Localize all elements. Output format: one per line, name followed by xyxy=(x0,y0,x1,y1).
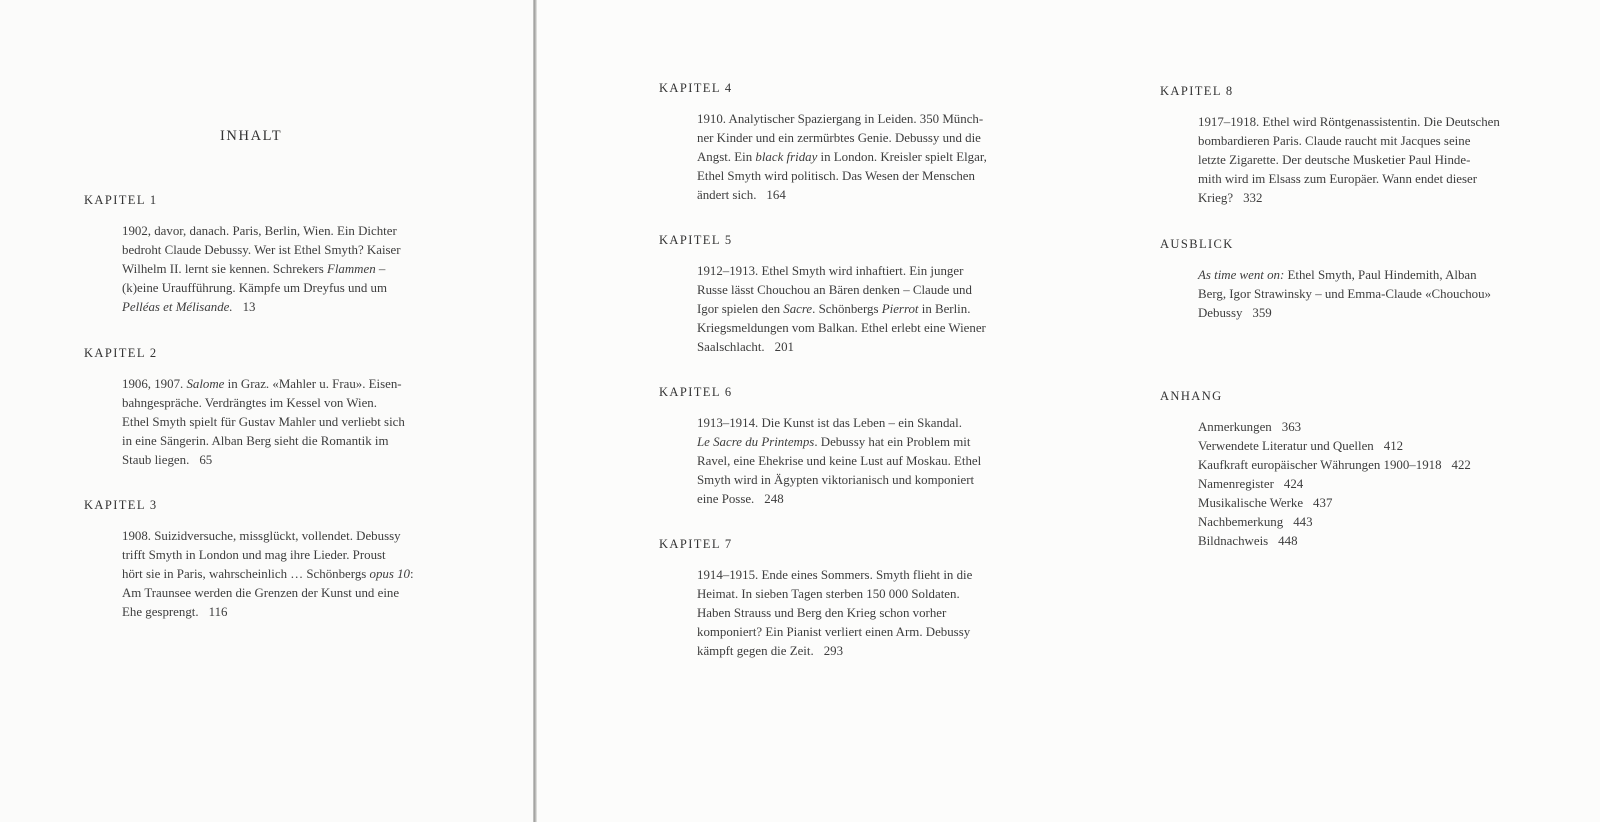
summary-text: Debussy xyxy=(1198,306,1243,320)
summary-line xyxy=(122,527,434,546)
summary-text: Krieg? xyxy=(1198,191,1234,205)
summary-line xyxy=(122,241,434,260)
summary-italic-text: black friday xyxy=(755,150,818,164)
summary-line xyxy=(697,604,1009,623)
summary-text: bahngespräche. Verdrängtes im Kessel von Wien. xyxy=(122,396,377,410)
summary-line xyxy=(122,451,442,470)
summary-italic-text: Flammen xyxy=(326,262,376,276)
summary-text: . Debussy hat ein Problem mit xyxy=(814,435,971,449)
chapter-heading: KAPITEL 1 xyxy=(84,193,158,207)
summary-text: : xyxy=(409,567,414,581)
anhang-item-label: Nachbemerkung xyxy=(1198,515,1284,529)
page-number: 13 xyxy=(242,300,256,314)
chapter-summary xyxy=(697,414,1009,509)
summary-text: mith wird im Elsass zum Europäer. Wann endet dieser xyxy=(1198,172,1478,186)
chapter-heading: KAPITEL 7 xyxy=(659,537,733,551)
summary-italic-text: opus 10 xyxy=(369,567,410,581)
summary-text: Am Traunsee werden die Grenzen der Kunst und eine xyxy=(122,586,400,600)
summary-line xyxy=(1198,113,1510,132)
summary-text: Ethel Smyth spielt für Gustav Mahler und verliebt sich xyxy=(122,415,405,429)
summary-line xyxy=(697,148,1009,167)
summary-line xyxy=(1198,132,1510,151)
summary-text: Ravel, eine Ehekrise und keine Lust auf Moskau. Ethel xyxy=(697,454,982,468)
page-number: 164 xyxy=(766,188,786,202)
anhang-item-label: Namenregister xyxy=(1198,477,1274,491)
summary-text: 1917–1918. Ethel wird Röntgenassistentin. Die Deutschen xyxy=(1198,115,1500,129)
summary-text: kämpft gegen die Zeit. xyxy=(697,644,814,658)
summary-text: – xyxy=(375,262,386,276)
page-number: 332 xyxy=(1243,191,1263,205)
summary-line xyxy=(697,300,1009,319)
summary-text: 1902, davor, danach. Paris, Berlin, Wien. Ein Dichter xyxy=(122,224,397,238)
summary-line xyxy=(122,603,434,622)
chapter-summary xyxy=(122,375,442,470)
page-number: 359 xyxy=(1252,306,1272,320)
summary-line xyxy=(697,623,1009,642)
summary-text: Smyth wird in Ägypten viktorianisch und komponiert xyxy=(697,473,975,487)
ausblick-heading: AUSBLICK xyxy=(1160,237,1234,251)
chapter-2 xyxy=(84,345,442,470)
anhang-item-label: Bildnachweis xyxy=(1198,534,1269,548)
chapter-4 xyxy=(659,80,1009,205)
anhang-item-label: Musikalische Werke xyxy=(1198,496,1304,510)
summary-text: komponiert? Ein Pianist verliert einen Arm. Debussy xyxy=(697,625,971,639)
chapter-summary xyxy=(1198,113,1510,208)
summary-line xyxy=(697,452,1009,471)
anhang-item-label: Verwendete Literatur und Quellen xyxy=(1198,439,1374,453)
summary-italic-text: Pierrot xyxy=(881,302,919,316)
page-number: 248 xyxy=(764,492,784,506)
summary-text: in London. Kreisler spielt Elgar, xyxy=(817,150,987,164)
chapter-heading: KAPITEL 3 xyxy=(84,498,158,512)
summary-line xyxy=(1198,189,1510,208)
summary-line xyxy=(1198,170,1510,189)
summary-text: Igor spielen den xyxy=(697,302,784,316)
chapter-8 xyxy=(1160,83,1510,208)
chapter-6 xyxy=(659,384,1009,509)
summary-text: Angst. Ein xyxy=(697,150,756,164)
anhang-item xyxy=(1198,418,1510,437)
summary-text: Staub liegen. xyxy=(122,453,190,467)
chapter-summary xyxy=(697,566,1009,661)
summary-line xyxy=(697,471,1009,490)
summary-text: . Schönbergs xyxy=(812,302,882,316)
summary-text: bedroht Claude Debussy. Wer ist Ethel Smyth? Kaiser xyxy=(122,243,401,257)
summary-line xyxy=(697,167,1009,186)
summary-text: trifft Smyth in London und mag ihre Lieder. Proust xyxy=(122,548,386,562)
summary-text: Berg, Igor Strawinsky – und Emma-Claude «Chouchou» xyxy=(1198,287,1491,301)
summary-text: hört sie in Paris, wahrscheinlich … Schönbergs xyxy=(122,567,370,581)
summary-text: 1908. Suizidversuche, missglückt, vollendet. Debussy xyxy=(122,529,401,543)
summary-line xyxy=(122,222,434,241)
summary-line xyxy=(697,262,1009,281)
summary-text: 1912–1913. Ethel Smyth wird inhaftiert. Ein junger xyxy=(697,264,964,278)
summary-text: Haben Strauss und Berg den Krieg schon vorher xyxy=(697,606,947,620)
summary-line xyxy=(697,642,1009,661)
summary-text: Saalschlacht. xyxy=(697,340,765,354)
summary-line xyxy=(697,585,1009,604)
summary-text: letzte Zigarette. Der deutsche Musketier Paul Hinde- xyxy=(1198,153,1471,167)
anhang-list xyxy=(1198,418,1510,551)
chapter-summary xyxy=(122,527,434,622)
summary-line xyxy=(697,281,1009,300)
summary-line xyxy=(122,432,442,451)
anhang-item-label: Kaufkraft europäischer Währungen 1900–1918 xyxy=(1198,458,1442,472)
summary-line xyxy=(697,186,1009,205)
page-number: 422 xyxy=(1451,458,1471,472)
chapter-summary xyxy=(697,262,1009,357)
chapter-5 xyxy=(659,232,1009,357)
anhang-item xyxy=(1198,494,1510,513)
ausblick-summary xyxy=(1198,266,1510,323)
chapter-heading: KAPITEL 2 xyxy=(84,346,158,360)
page-number: 437 xyxy=(1313,496,1333,510)
summary-line xyxy=(697,129,1009,148)
summary-line xyxy=(697,319,1009,338)
summary-text: in Graz. «Mahler u. Frau». Eisen- xyxy=(224,377,402,391)
summary-text: Russe lässt Chouchou an Bären denken – Claude und xyxy=(697,283,972,297)
chapter-3 xyxy=(84,497,434,622)
summary-line xyxy=(1198,266,1510,285)
anhang-heading: ANHANG xyxy=(1160,389,1223,403)
summary-italic-text: Pelléas et Mélisande. xyxy=(122,300,233,314)
anhang-item xyxy=(1198,437,1510,456)
chapter-1 xyxy=(84,192,434,317)
summary-text: Heimat. In sieben Tagen sterben 150 000 Soldaten. xyxy=(697,587,960,601)
summary-text: 1906, 1907. xyxy=(122,377,187,391)
summary-line xyxy=(122,375,442,394)
summary-text: eine Posse. xyxy=(697,492,755,506)
toc-title: INHALT xyxy=(220,128,283,144)
summary-text: bombardieren Paris. Claude raucht mit Jacques seine xyxy=(1198,134,1471,148)
summary-text: Ethel Smyth, Paul Hindemith, Alban xyxy=(1284,268,1477,282)
summary-line xyxy=(1198,285,1510,304)
page-number: 293 xyxy=(823,644,844,658)
page-number: 448 xyxy=(1278,534,1298,548)
summary-line xyxy=(697,490,1009,509)
summary-line xyxy=(697,338,1009,357)
anhang-item xyxy=(1198,456,1510,475)
summary-text: Ehe gesprengt. xyxy=(122,605,199,619)
chapter-heading: KAPITEL 6 xyxy=(659,385,733,399)
summary-line xyxy=(122,394,442,413)
summary-italic-text: Le Sacre du Printemps xyxy=(697,435,815,449)
page-number: 412 xyxy=(1383,439,1404,453)
summary-text: ner Kinder und ein zermürbtes Genie. Debussy und die xyxy=(697,131,981,145)
summary-italic-text: Sacre xyxy=(783,302,813,316)
summary-text: Ethel Smyth wird politisch. Das Wesen der Menschen xyxy=(697,169,975,183)
summary-line xyxy=(697,566,1009,585)
chapter-7 xyxy=(659,536,1009,661)
page-number: 424 xyxy=(1283,477,1304,491)
chapter-heading: KAPITEL 5 xyxy=(659,233,733,247)
summary-text: 1913–1914. Die Kunst ist das Leben – ein Skandal. xyxy=(697,416,962,430)
page-number: 443 xyxy=(1293,515,1313,529)
summary-line xyxy=(1198,304,1510,323)
summary-line xyxy=(122,260,434,279)
summary-text: in eine Sängerin. Alban Berg sieht die Romantik im xyxy=(122,434,389,448)
anhang xyxy=(1160,388,1510,551)
summary-text: 1914–1915. Ende eines Sommers. Smyth flieht in die xyxy=(697,568,973,582)
page-number: 201 xyxy=(774,340,794,354)
summary-text: in Berlin. xyxy=(918,302,971,316)
summary-text: 1910. Analytischer Spaziergang in Leiden. 350 Münch- xyxy=(697,112,984,126)
summary-line xyxy=(697,433,1009,452)
chapter-heading: KAPITEL 4 xyxy=(659,81,733,95)
summary-text: ändert sich. xyxy=(697,188,757,202)
summary-line xyxy=(697,110,1009,129)
anhang-item xyxy=(1198,532,1510,551)
summary-italic-text: As time went on: xyxy=(1198,268,1285,282)
anhang-item xyxy=(1198,513,1510,532)
summary-line xyxy=(122,584,434,603)
summary-line xyxy=(697,414,1009,433)
summary-line xyxy=(122,279,434,298)
ausblick xyxy=(1160,236,1510,323)
page-number: 116 xyxy=(208,605,228,619)
summary-line xyxy=(122,298,434,317)
summary-line xyxy=(122,413,442,432)
summary-line xyxy=(1198,151,1510,170)
page-number: 65 xyxy=(199,453,213,467)
summary-text: (k)eine Uraufführung. Kämpfe um Dreyfus und um xyxy=(122,281,388,295)
summary-line xyxy=(122,565,434,584)
summary-text: Kriegsmeldungen vom Balkan. Ethel erlebt eine Wiener xyxy=(697,321,986,335)
summary-text: Wilhelm II. lernt sie kennen. Schrekers xyxy=(122,262,327,276)
summary-line xyxy=(122,546,434,565)
chapter-summary xyxy=(122,222,434,317)
page-number: 363 xyxy=(1281,420,1302,434)
summary-italic-text: Salome xyxy=(186,377,225,391)
chapter-summary xyxy=(697,110,1009,205)
anhang-item-label: Anmerkungen xyxy=(1198,420,1272,434)
chapter-heading: KAPITEL 8 xyxy=(1160,84,1234,98)
anhang-item xyxy=(1198,475,1510,494)
